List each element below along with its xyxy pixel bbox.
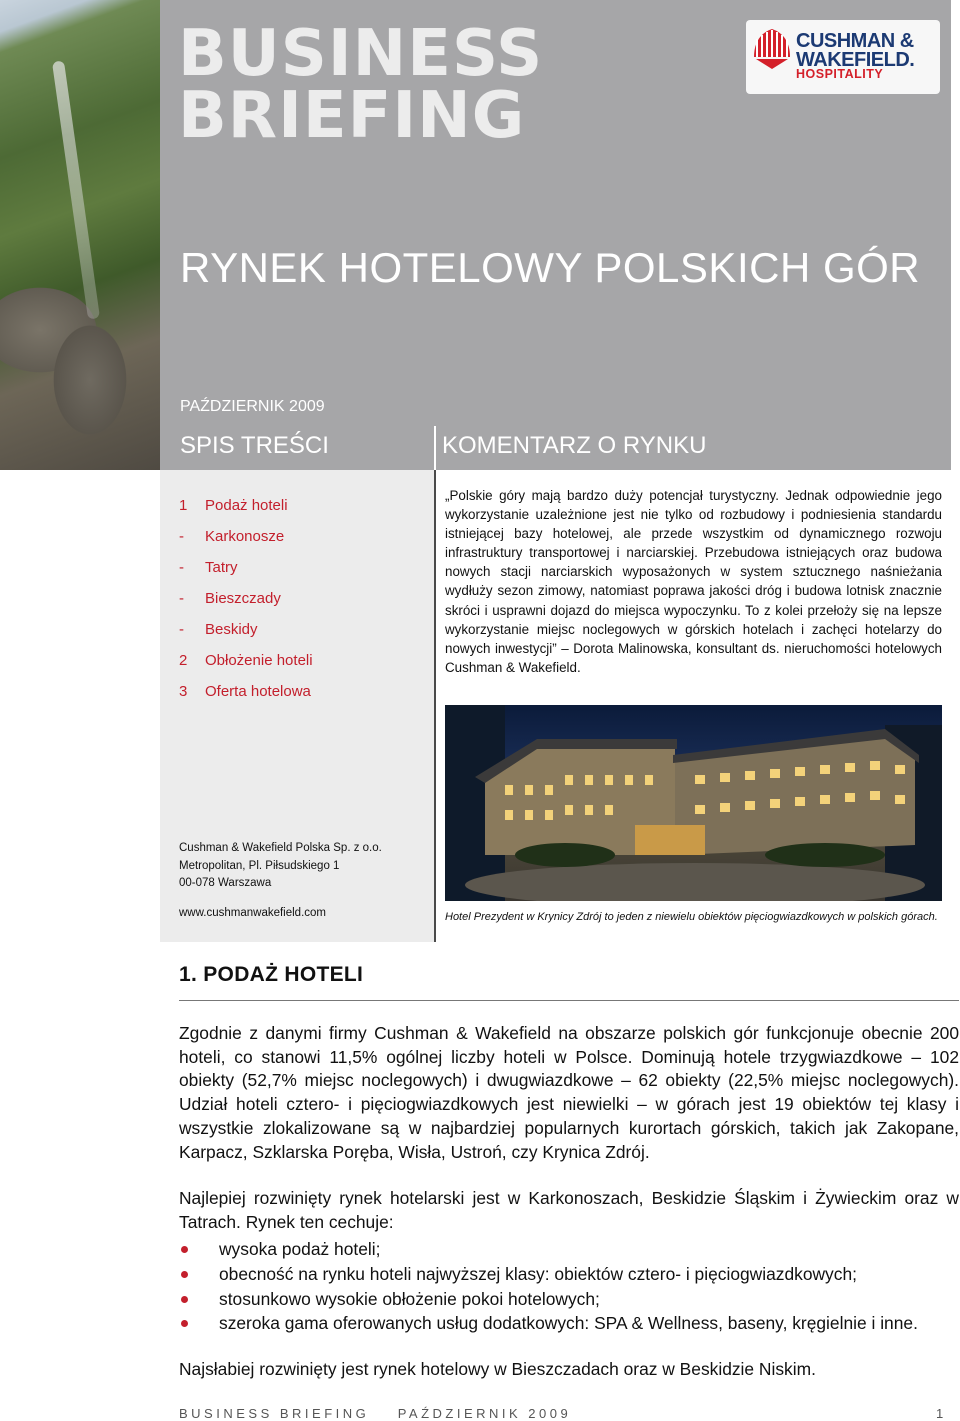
- list-item-text: stosunkowo wysokie obłożenie pokoi hotelowych;: [219, 1288, 600, 1309]
- toc-item-number: 1: [179, 497, 188, 514]
- photo-caption: Hotel Prezydent w Krynicy Zdrój to jeden z niewielu obiektów pięciogwiazdkowych w polskich górach.: [445, 911, 938, 923]
- section-heading: 1. PODAŻ HOTELI: [179, 963, 364, 986]
- brand-title-line2: BRIEFING: [178, 79, 526, 153]
- logo-text-line1: CUSHMAN &: [796, 30, 914, 52]
- toc-item-number: -: [179, 528, 184, 545]
- company-address: [179, 840, 382, 893]
- list-item: [179, 1311, 959, 1336]
- issue-date: PAŹDZIERNIK 2009: [180, 398, 325, 415]
- list-item-text: szeroka gama oferowanych usług dodatkowych: SPA & Wellness, baseny, kręgielnie i inne.: [219, 1313, 918, 1334]
- commentary-title: KOMENTARZ O RYNKU: [442, 432, 707, 459]
- body-paragraph: Najlepiej rozwinięty rynek hotelarski jest w Karkonoszach, Beskidzie Śląskim i Żywieckim oraz w Tatrach. Rynek ten cechuje:: [179, 1188, 959, 1232]
- toc-item-label: Tatry: [205, 559, 238, 576]
- list-item: [179, 1237, 959, 1262]
- toc-item-label: Oferta hotelowa: [205, 683, 311, 700]
- list-item-text: wysoka podaż hoteli;: [219, 1239, 381, 1259]
- page-number: 1: [936, 1406, 944, 1421]
- commentary-text: „Polskie góry mają bardzo duży potencjał turystyczny. Jednak odpowiednie jego wykorzystanie uzależnione jest nie tylko od rozbudowy i podniesienia standardu istniejącej bazy hotelowej, ale przede wszystkim od dynamicznego rozwoju infrastruktury transportowej i narciarskiej. Przebudowa istniejących oraz budowa nowych stacji narciarskich wyposażonych w system sztucznego naśnieżania wydłuży sezon zimowy, natomiast poprawa jakości dróg i budowa lotnisk znacznie skróci i usprawni dojazd do miejsca wypoczynku. To z kolei przełoży się na lepsze wykorzystanie miejsc noclegowych w górskich hotelach i zachęci hotelarzy do nowych inwestycji” – Dorota Malinowska, konsultant ds. nieruchomości hotelowych Cushman & Wakefield.: [445, 488, 942, 675]
- page-title: RYNEK HOTELOWY POLSKICH GÓR: [180, 244, 921, 291]
- toc-title: SPIS TREŚCI: [180, 432, 329, 459]
- mountain-photo: [0, 0, 160, 470]
- address-line1: Metropolitan, Pl. Piłsudskiego 1: [179, 859, 340, 872]
- toc-item-label: Beskidy: [205, 621, 258, 638]
- list-item: [179, 1262, 959, 1287]
- section-divider: [179, 1000, 959, 1001]
- toc-item-label: Karkonosze: [205, 528, 285, 545]
- toc-item-number: 3: [179, 683, 188, 700]
- footer-label: BUSINESS BRIEFING PAŹDZIERNIK 2009: [179, 1406, 572, 1421]
- body-paragraph: Najsłabiej rozwinięty jest rynek hotelowy w Bieszczadach oraz w Beskidzie Niskim.: [179, 1359, 816, 1379]
- body-paragraph: Zgodnie z danymi firmy Cushman & Wakefield na obszarze polskich gór funkcjonuje obecnie 200 hoteli, co stanowi 11,5% ogólnej liczby hoteli w Polsce. Dominują hotele trzygwiazdkowe – 102 obiekty (52,7% miejsc noclegowych) i dwugwiazdkowe – 62 obiekty (22,5% miejsc noclegowych). Udział hoteli cztero- i pięciogwiazdkowych jest niewielki – w górach jest 19 obiektów tej klasy i wszystkie zlokalizowane są w najbardziej popularnych kurortach górskich, takich jak Zakopane, Karpacz, Szklarska Poręba, Wisła, Ustroń, czy Krynica Zdrój.: [179, 1023, 959, 1162]
- company-website-link[interactable]: www.cushmanwakefield.com: [179, 907, 327, 919]
- bullet-icon: [181, 1271, 188, 1278]
- address-line2: 00-078 Warszawa: [179, 877, 272, 889]
- bullet-icon: [181, 1320, 188, 1327]
- toc-item-label: Podaż hoteli: [205, 497, 288, 514]
- logo-text-line2: WAKEFIELD.: [796, 49, 915, 71]
- logo-text-line3: HOSPITALITY: [796, 67, 884, 81]
- company-name: Cushman & Wakefield Polska Sp. z o.o.: [179, 842, 382, 854]
- list-item: [179, 1287, 959, 1312]
- toc-item-number: -: [179, 590, 184, 607]
- toc-item-number: 2: [179, 652, 188, 669]
- toc-item-label: Bieszczady: [205, 590, 281, 607]
- hotel-photo: [445, 705, 942, 901]
- brand-title-line1: BUSINESS: [178, 17, 544, 91]
- bullet-icon: [181, 1246, 188, 1253]
- bullet-icon: [181, 1296, 188, 1303]
- cushman-wakefield-logo-icon: [752, 27, 792, 71]
- toc-item-number: -: [179, 559, 184, 576]
- toc-item-label: Obłożenie hoteli: [205, 652, 313, 669]
- toc-item-number: -: [179, 621, 184, 638]
- bullet-list: [179, 1237, 959, 1336]
- list-item-text: obecność na rynku hoteli najwyższej klasy: obiektów cztero- i pięciogwiazdkowych;: [219, 1263, 857, 1284]
